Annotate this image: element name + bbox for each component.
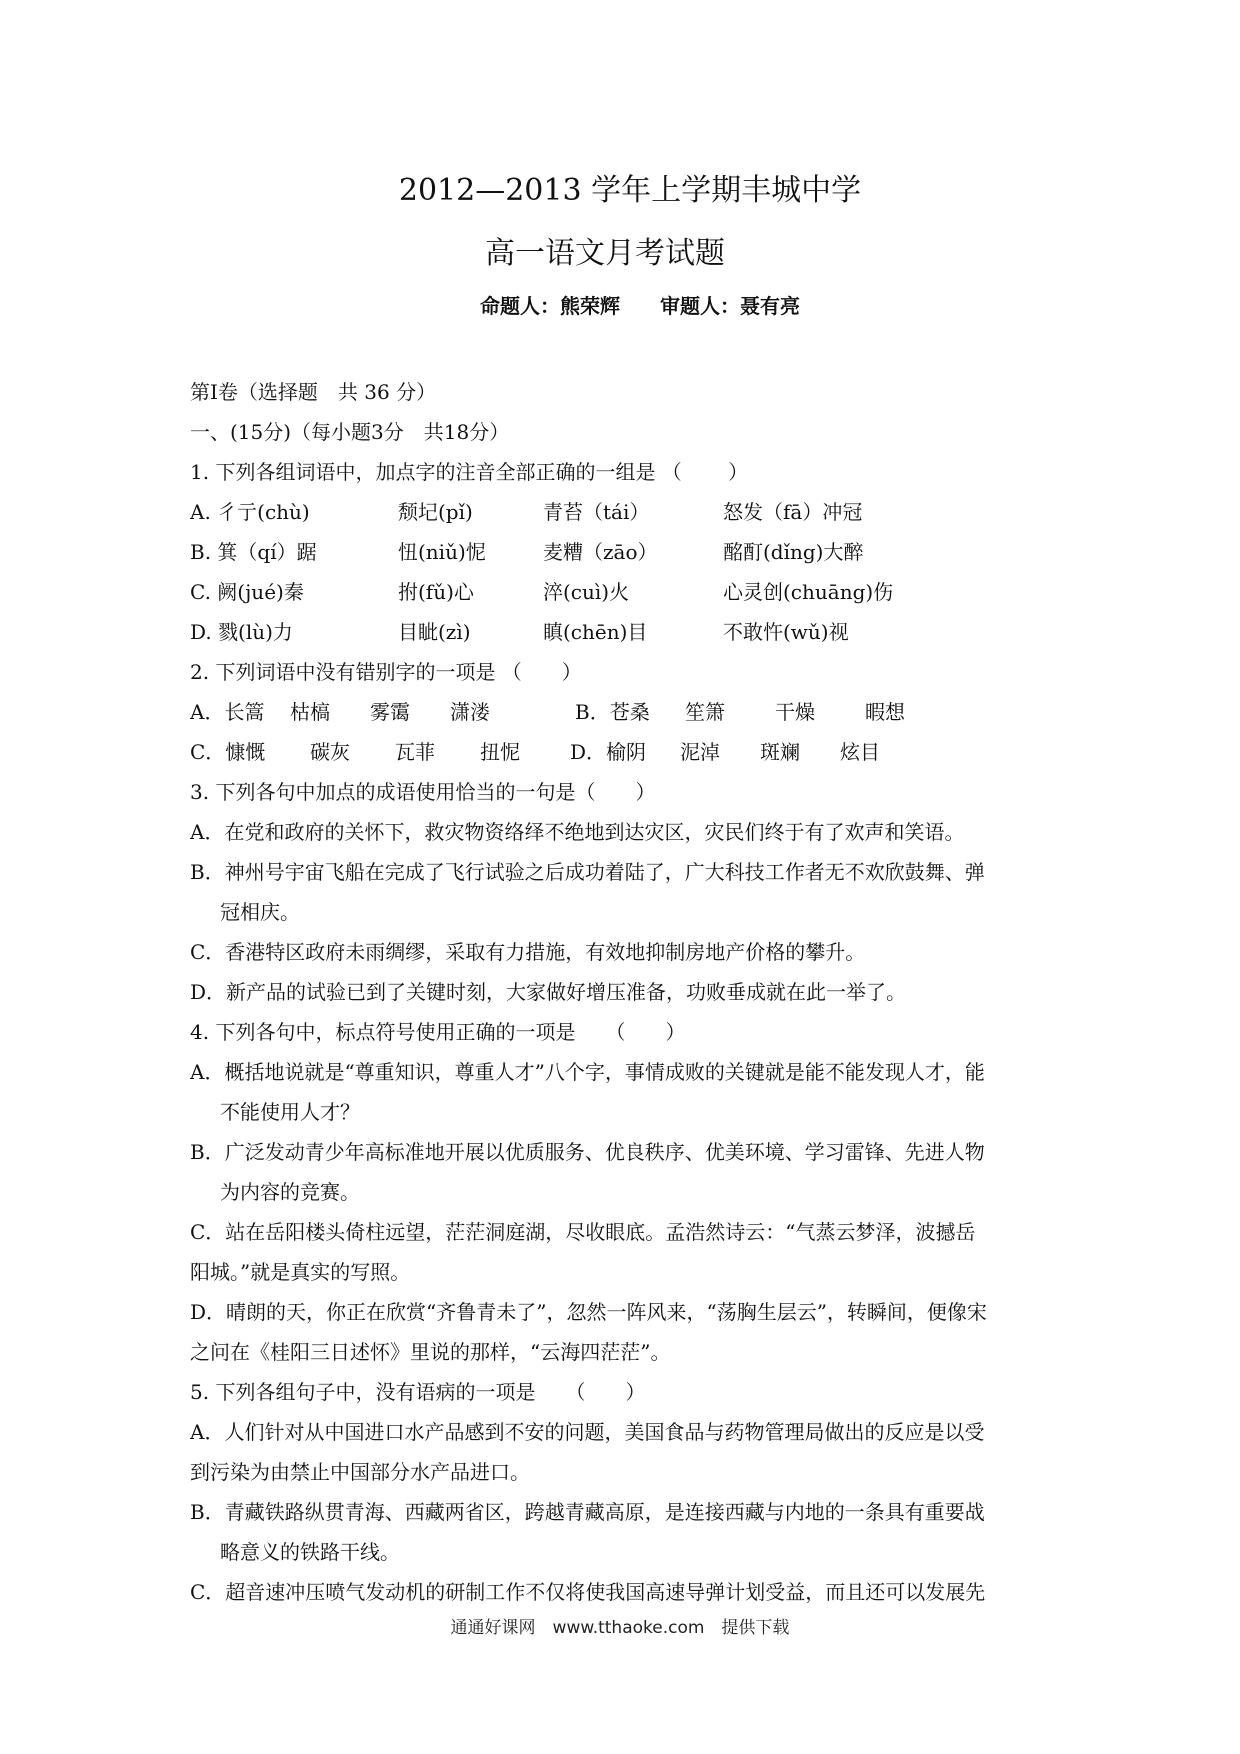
q1-b-word3: 麦糟（zāo） (543, 540, 658, 564)
q4-option-d: D．晴朗的天，你正在欣赏“齐鲁青未了”，忽然一阵风来，“荡胸生层云”，转瞬间，便像宋 (190, 1300, 987, 1324)
q3-option-d: D．新产品的试验已到了关键时刻，大家做好增压准备，功败垂成就在此一举了。 (190, 980, 907, 1004)
reviewer-label: 审题人：聂有亮 (660, 294, 800, 318)
q4-option-c: C．站在岳阳楼头倚柱远望，茫茫洞庭湖，尽收眼底。孟浩然诗云：“气蒸云梦泽，波撼岳 (190, 1220, 976, 1244)
q1-c-word1: C. 阙(jué)秦 (190, 580, 304, 604)
q2-word: 斑斓 (760, 740, 800, 764)
exam-body (190, 372, 1060, 1612)
q1-a-word3: 青苔（tái） (543, 500, 650, 524)
q3-option-c: C．香港特区政府未雨绸缪，采取有力措施，有效地抑制房地产价格的攀升。 (190, 940, 866, 964)
q5-option-b-cont: 略意义的铁路干线。 (220, 1540, 400, 1564)
q2-word: 瓦菲 (395, 740, 435, 764)
exam-title-line1: 2012—2013 学年上学期丰城中学 (398, 173, 862, 208)
q5-option-a: A．人们针对从中国进口水产品感到不安的问题，美国食品与药物管理局做出的反应是以受 (190, 1420, 985, 1444)
q5-option-b: B．青藏铁路纵贯青海、西藏两省区，跨越青藏高原，是连接西藏与内地的一条具有重要战 (190, 1500, 985, 1524)
author-label: 命题人：熊荣辉 (480, 294, 620, 318)
q1-a-word1: A. 彳亍(chù) (190, 500, 310, 524)
q5-option-c: C．超音速冲压喷气发动机的研制工作不仅将使我国高速导弹计划受益，而且还可以发展先 (190, 1580, 986, 1604)
q3-option-a: A．在党和政府的关怀下，救灾物资络绎不绝地到达灾区，灾民们终于有了欢声和笑语。 (190, 820, 965, 844)
q2-word: 泥淖 (680, 740, 720, 764)
q4-option-b: B．广泛发动青少年高标准地开展以优质服务、优良秩序、优美环境、学习雷锋、先进人物 (190, 1140, 985, 1164)
q2-word: D．榆阴 (570, 740, 647, 764)
q1-d-word3: 瞋(chēn)目 (543, 620, 648, 644)
volume-heading: 第Ⅰ卷（选择题 共 36 分） (190, 380, 437, 404)
q2-stem: 2. 下列词语中没有错别字的一项是 （ ） (190, 660, 582, 684)
q2-word: 扭怩 (480, 740, 520, 764)
q1-a-word2: 颓圮(pǐ) (398, 500, 473, 524)
q1-a-word4: 怒发（fā）冲冠 (723, 500, 863, 524)
q2-word: B．苍桑 (575, 700, 650, 724)
q4-option-a-cont: 不能使用人才？ (220, 1100, 360, 1124)
q2-options-cd (190, 732, 1060, 772)
q1-c-word3: 淬(cuì)火 (543, 580, 630, 604)
q4-option-b-cont: 为内容的竞赛。 (220, 1180, 360, 1204)
q1-d-word2: 目眦(zì) (398, 620, 471, 644)
exam-title-line2: 高一语文月考试题 (485, 236, 725, 271)
q4-option-c-cont: 阳城。”就是真实的写照。 (190, 1260, 411, 1284)
part-heading: 一、(15分)（每小题3分 共18分） (190, 420, 510, 444)
q1-d-word1: D. 戮(lù)力 (190, 620, 293, 644)
q5-stem: 5. 下列各组句子中，没有语病的一项是 （ ） (190, 1380, 646, 1404)
q5-option-a-cont: 到污染为由禁止中国部分水产品进口。 (190, 1460, 530, 1484)
q2-word: A．长篙 (190, 700, 265, 724)
q1-option-a (190, 492, 1060, 532)
q2-word: 碳灰 (310, 740, 350, 764)
q4-option-a: A．概括地说就是“尊重知识，尊重人才”八个字，事情成败的关键就是能不能发现人才，能 (190, 1060, 985, 1084)
q4-option-d-cont: 之问在《桂阳三日述怀》里说的那样，“云海四茫茫”。 (190, 1340, 671, 1364)
q2-word: C．慷慨 (190, 740, 266, 764)
q1-option-b (190, 532, 1060, 572)
q1-c-word4: 心灵创(chuāng)伤 (723, 580, 894, 604)
q1-d-word4: 不敢忤(wǔ)视 (723, 620, 849, 644)
exam-authors (0, 290, 1240, 319)
q2-word: 雾霭 (370, 700, 410, 724)
page-footer: 通通好课网 www.tthaoke.com 提供下载 (450, 1618, 790, 1638)
q2-word: 干燥 (775, 700, 815, 724)
q1-option-c (190, 572, 1060, 612)
q2-word: 枯槁 (290, 700, 330, 724)
q1-c-word2: 拊(fǔ)心 (398, 580, 474, 604)
q4-stem: 4. 下列各句中，标点符号使用正确的一项是 （ ） (190, 1020, 686, 1044)
q2-word: 暇想 (865, 700, 905, 724)
q2-word: 炫目 (840, 740, 880, 764)
q1-b-word2: 忸(niǔ)怩 (398, 540, 486, 564)
q1-b-word4: 酩酊(dǐng)大醉 (723, 540, 864, 564)
q3-stem: 3. 下列各句中加点的成语使用恰当的一句是（ ） (190, 780, 656, 804)
q1-stem: 1. 下列各组词语中，加点字的注音全部正确的一组是 （ ） (190, 460, 749, 484)
q2-options-ab (190, 692, 1060, 732)
q2-word: 笙箫 (685, 700, 725, 724)
q2-word: 潇溇 (450, 700, 490, 724)
q3-option-b: B．神州号宇宙飞船在完成了飞行试验之后成功着陆了，广大科技工作者无不欢欣鼓舞、弹 (190, 860, 985, 884)
q3-option-b-cont: 冠相庆。 (220, 900, 300, 924)
q1-b-word1: B. 箕（qí）踞 (190, 540, 317, 564)
q1-option-d (190, 612, 1060, 652)
